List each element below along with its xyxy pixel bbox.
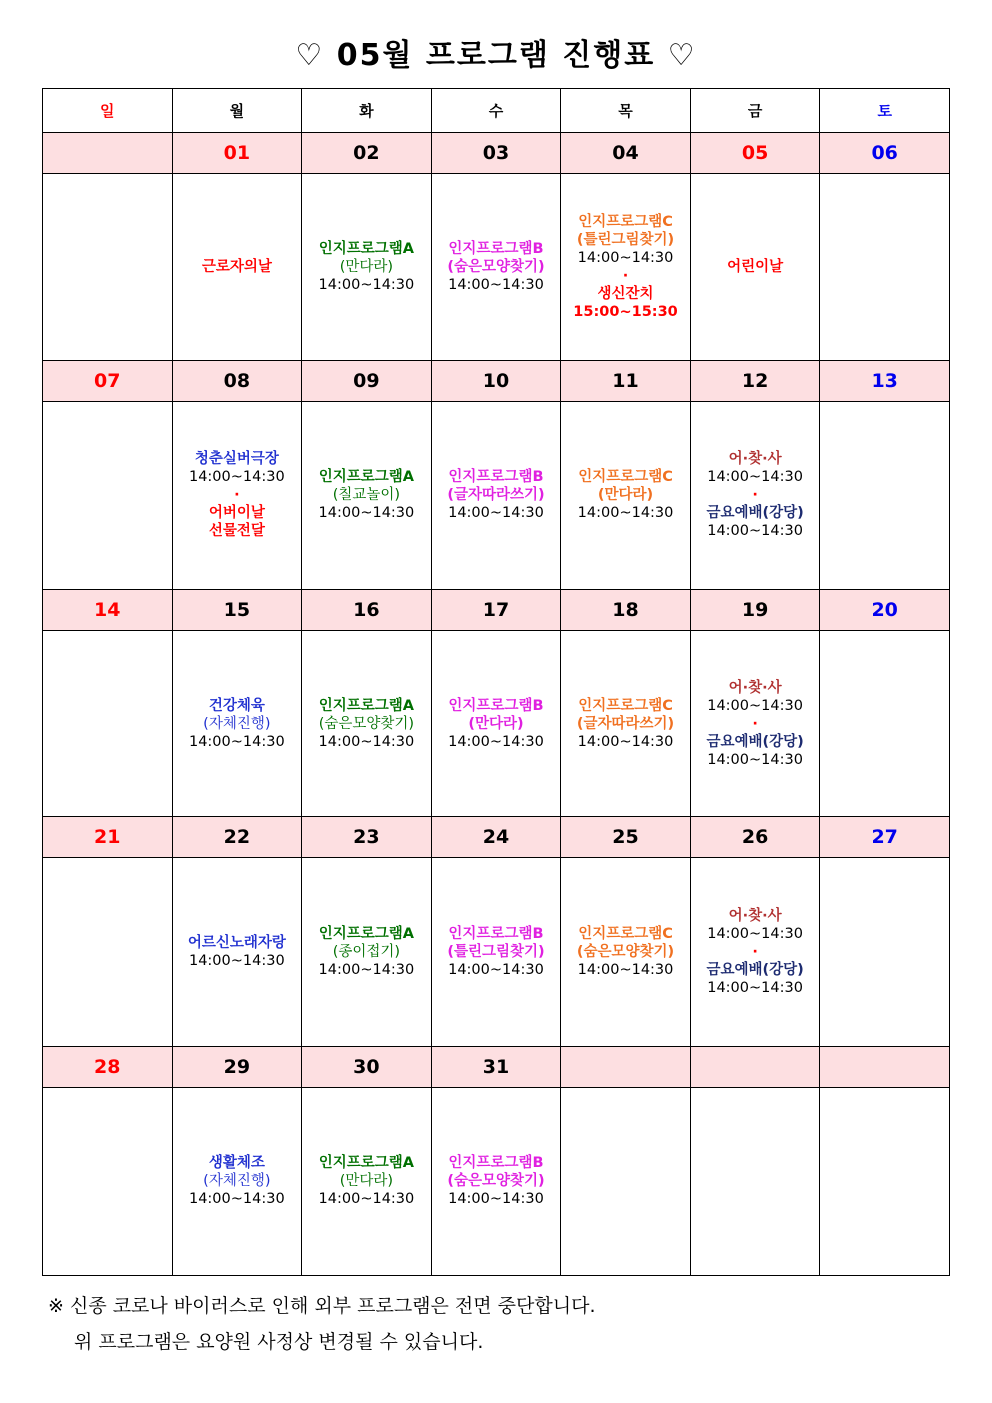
schedule-cell-mon	[172, 858, 302, 1046]
schedule-line: 금요예배(강당)	[706, 962, 804, 979]
schedule-row	[43, 174, 950, 360]
date-cell-wed: 10	[431, 360, 561, 401]
weekday-tuesday: 화	[302, 89, 432, 133]
date-cell-tue: 23	[302, 817, 432, 858]
schedule-cell-wed	[431, 1087, 561, 1275]
schedule-cell-sat	[820, 174, 950, 360]
schedule-line: 금요예배(강당)	[706, 733, 804, 750]
schedule-cell-wed	[431, 174, 561, 360]
schedule-line: (글자따라쓰기)	[576, 715, 675, 732]
schedule-line: 인지프로그램C	[578, 926, 673, 943]
note-line: ※ 신종 코로나 바이러스로 인해 외부 프로그램은 전면 중단합니다.	[48, 1295, 596, 1317]
schedule-cell-sat	[820, 1087, 950, 1275]
date-row	[43, 1046, 950, 1087]
schedule-line: 어·찾·사	[728, 679, 782, 696]
schedule-line: 14:00~14:30	[448, 733, 544, 750]
date-cell-sun: 14	[43, 589, 173, 630]
schedule-line: (만다라)	[339, 1173, 394, 1190]
weekday-wednesday: 수	[431, 89, 561, 133]
date-cell-sun: 21	[43, 817, 173, 858]
date-cell-fri: 26	[690, 817, 820, 858]
schedule-line: 어버이날	[208, 505, 265, 522]
schedule-line: 인지프로그램B	[448, 926, 544, 943]
schedule-line: 인지프로그램C	[578, 469, 673, 486]
date-cell-fri	[690, 1046, 820, 1087]
schedule-line: 14:00~14:30	[318, 1191, 415, 1208]
schedule-line: (숨은모양찾기)	[576, 944, 675, 961]
schedule-cell-thu	[561, 858, 691, 1046]
weekday-monday: 월	[172, 89, 302, 133]
schedule-row	[43, 401, 950, 589]
date-cell-mon: 01	[172, 133, 302, 174]
schedule-cell-sun	[43, 401, 173, 589]
schedule-line: 어르신노래자랑	[187, 935, 286, 952]
date-cell-thu: 18	[561, 589, 691, 630]
schedule-cell-wed	[431, 858, 561, 1046]
schedule-cell-tue	[302, 1087, 432, 1275]
schedule-line: ·	[234, 487, 240, 504]
schedule-line: (글자따라쓰기)	[447, 487, 545, 504]
schedule-line: 인지프로그램A	[318, 697, 415, 714]
date-cell-sat	[820, 1046, 950, 1087]
schedule-line: (틀린그림찾기)	[447, 944, 545, 961]
weekday-header-row	[43, 89, 950, 133]
date-cell-wed: 24	[431, 817, 561, 858]
schedule-line: (틀린그림찾기)	[576, 232, 675, 249]
schedule-cell-mon	[172, 1087, 302, 1275]
schedule-row	[43, 631, 950, 817]
schedule-line: 14:00~14:30	[448, 962, 544, 979]
schedule-cell-mon	[172, 631, 302, 817]
schedule-cell-thu	[561, 401, 691, 589]
schedule-line: 14:00~14:30	[448, 505, 544, 522]
schedule-line: 인지프로그램A	[318, 469, 415, 486]
schedule-line: 14:00~14:30	[577, 250, 674, 267]
weekday-sunday: 일	[43, 89, 173, 133]
date-cell-fri: 05	[690, 133, 820, 174]
date-cell-tue: 02	[302, 133, 432, 174]
schedule-line: 14:00~14:30	[318, 505, 415, 522]
schedule-line: (자체진행)	[203, 1173, 271, 1190]
date-cell-sun: 28	[43, 1046, 173, 1087]
schedule-line: 14:00~14:30	[448, 277, 544, 294]
date-cell-wed: 31	[431, 1046, 561, 1087]
schedule-line: 건강체육	[208, 697, 265, 714]
schedule-line: 14:00~14:30	[577, 733, 674, 750]
date-row	[43, 133, 950, 174]
schedule-line: 14:00~14:30	[188, 1191, 285, 1208]
weekday-friday: 금	[690, 89, 820, 133]
schedule-cell-tue	[302, 858, 432, 1046]
schedule-cell-thu	[561, 631, 691, 817]
schedule-line: 14:00~14:30	[448, 1191, 544, 1208]
schedule-cell-sun	[43, 858, 173, 1046]
schedule-line: 인지프로그램C	[578, 214, 673, 231]
date-cell-mon: 29	[172, 1046, 302, 1087]
schedule-line: ·	[622, 268, 629, 285]
schedule-cell-mon	[172, 174, 302, 360]
schedule-line: 14:00~14:30	[318, 277, 415, 294]
schedule-cell-sat	[820, 401, 950, 589]
schedule-line: (만다라)	[468, 715, 524, 732]
schedule-line: 인지프로그램B	[448, 1155, 544, 1172]
date-row	[43, 817, 950, 858]
schedule-line: 14:00~14:30	[707, 523, 803, 540]
notes	[48, 1288, 595, 1360]
date-cell-wed: 03	[431, 133, 561, 174]
date-cell-fri: 19	[690, 589, 820, 630]
date-cell-thu: 11	[561, 360, 691, 401]
date-cell-mon: 08	[172, 360, 302, 401]
schedule-cell-thu	[561, 1087, 691, 1275]
date-cell-sat: 27	[820, 817, 950, 858]
date-cell-sat: 20	[820, 589, 950, 630]
schedule-line: ·	[752, 715, 758, 732]
schedule-line: 14:00~14:30	[188, 953, 285, 970]
schedule-line: ·	[752, 944, 758, 961]
note-line: 위 프로그램은 요양원 사정상 변경될 수 있습니다.	[74, 1331, 484, 1353]
schedule-line: 인지프로그램B	[448, 697, 544, 714]
date-cell-tue: 30	[302, 1046, 432, 1087]
schedule-line: 14:00~14:30	[318, 733, 415, 750]
program-calendar	[42, 88, 950, 1276]
date-cell-thu	[561, 1046, 691, 1087]
schedule-cell-wed	[431, 401, 561, 589]
weekday-thursday: 목	[561, 89, 691, 133]
schedule-cell-fri	[690, 401, 820, 589]
schedule-cell-sat	[820, 858, 950, 1046]
schedule-cell-fri	[690, 1087, 820, 1275]
schedule-line: (만다라)	[597, 487, 654, 504]
schedule-cell-fri	[690, 631, 820, 817]
schedule-line: 인지프로그램A	[318, 926, 415, 943]
schedule-cell-wed	[431, 631, 561, 817]
schedule-line: 근로자의날	[201, 259, 272, 276]
date-row	[43, 589, 950, 630]
schedule-line: 14:00~14:30	[707, 980, 803, 997]
schedule-line: 선물전달	[208, 523, 265, 540]
schedule-row	[43, 858, 950, 1046]
schedule-line: 14:00~14:30	[707, 751, 803, 768]
schedule-cell-fri	[690, 858, 820, 1046]
schedule-line: 어린이날	[727, 259, 784, 276]
schedule-line: 생신잔치	[597, 286, 654, 303]
schedule-line: 금요예배(강당)	[706, 505, 804, 522]
schedule-line: 인지프로그램B	[448, 469, 544, 486]
schedule-cell-mon	[172, 401, 302, 589]
schedule-line: (숨은모양찾기)	[447, 259, 545, 276]
schedule-line: 14:00~14:30	[707, 926, 803, 943]
date-cell-fri: 12	[690, 360, 820, 401]
schedule-line: 인지프로그램A	[318, 1155, 415, 1172]
schedule-cell-sun	[43, 174, 173, 360]
page-title: ♡ 05월 프로그램 진행표 ♡	[295, 38, 697, 73]
date-cell-mon: 22	[172, 817, 302, 858]
schedule-line: 14:00~14:30	[318, 962, 415, 979]
schedule-line: 14:00~14:30	[188, 733, 285, 750]
date-cell-tue: 16	[302, 589, 432, 630]
schedule-line: (만다라)	[339, 259, 394, 276]
schedule-line: 14:00~14:30	[188, 469, 285, 486]
schedule-line: 인지프로그램B	[448, 241, 544, 258]
schedule-row	[43, 1087, 950, 1275]
date-row	[43, 360, 950, 401]
schedule-line: 어·찾·사	[728, 451, 782, 468]
schedule-line: 어·찾·사	[728, 908, 782, 925]
schedule-line: 인지프로그램C	[578, 697, 673, 714]
schedule-line: 15:00~15:30	[573, 304, 678, 321]
date-cell-mon: 15	[172, 589, 302, 630]
schedule-line: 생활체조	[208, 1155, 265, 1172]
schedule-line: ·	[752, 487, 758, 504]
date-cell-sat: 13	[820, 360, 950, 401]
date-cell-thu: 25	[561, 817, 691, 858]
schedule-cell-sun	[43, 631, 173, 817]
schedule-cell-fri	[690, 174, 820, 360]
schedule-line: 14:00~14:30	[707, 697, 803, 714]
schedule-line: 14:00~14:30	[707, 469, 803, 486]
schedule-line: 청춘실버극장	[194, 451, 279, 468]
schedule-line: (칠교놀이)	[332, 487, 401, 504]
schedule-cell-tue	[302, 631, 432, 817]
date-cell-thu: 04	[561, 133, 691, 174]
schedule-line: (숨은모양찾기)	[318, 715, 415, 732]
schedule-cell-tue	[302, 174, 432, 360]
schedule-cell-thu	[561, 174, 691, 360]
weekday-saturday: 토	[820, 89, 950, 133]
schedule-cell-sat	[820, 631, 950, 817]
schedule-cell-tue	[302, 401, 432, 589]
date-cell-sun	[43, 133, 173, 174]
date-cell-sat: 06	[820, 133, 950, 174]
schedule-line: (숨은모양찾기)	[447, 1173, 545, 1190]
date-cell-wed: 17	[431, 589, 561, 630]
schedule-line: 인지프로그램A	[318, 241, 415, 258]
schedule-line: 14:00~14:30	[577, 962, 674, 979]
schedule-line: 14:00~14:30	[577, 505, 674, 522]
schedule-cell-sun	[43, 1087, 173, 1275]
date-cell-sun: 07	[43, 360, 173, 401]
schedule-line: (종이접기)	[332, 944, 401, 961]
schedule-line: (자체진행)	[203, 715, 271, 732]
date-cell-tue: 09	[302, 360, 432, 401]
